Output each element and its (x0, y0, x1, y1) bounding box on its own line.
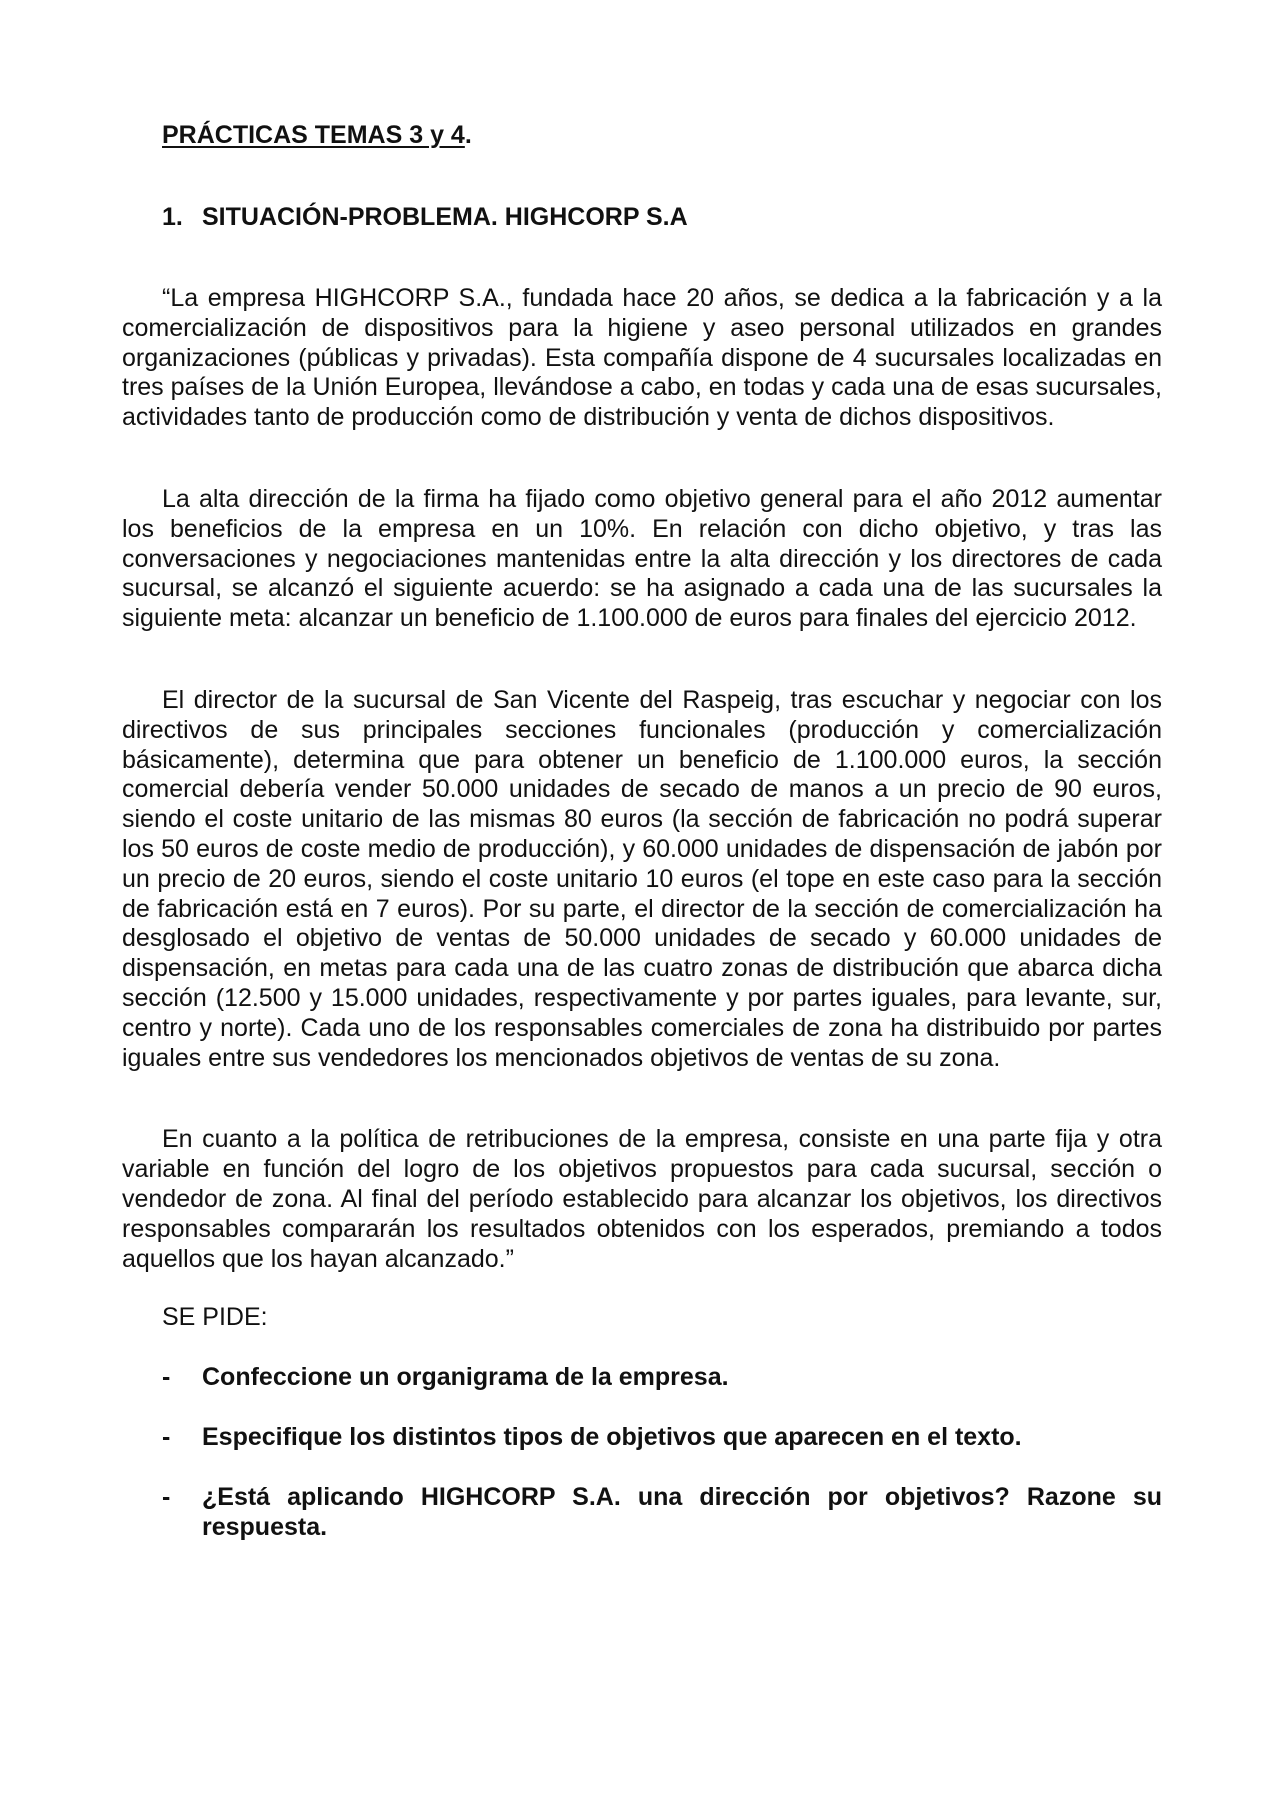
section-heading (122, 202, 1162, 232)
task-bullet: - (162, 1482, 171, 1511)
page-title (122, 120, 1162, 150)
se-pide-label: SE PIDE: (162, 1303, 268, 1332)
task-text: Confeccione un organigrama de la empresa. (202, 1363, 729, 1392)
task-text: ¿Está aplicando HIGHCORP S.A. una dirección por objetivos? Razone su respuesta. (202, 1482, 1162, 1541)
section-number: 1. (162, 203, 183, 231)
task-text: Especifique los distintos tipos de objetivos que aparecen en el texto. (202, 1422, 1022, 1451)
task-item (122, 1483, 1162, 1543)
task-item (122, 1423, 1162, 1453)
page-title-underlined: PRÁCTICAS TEMAS 3 y 4 (162, 121, 465, 149)
paragraph-objectives: La alta dirección de la firma ha fijado como objetivo general para el año 2012 aumentar los beneficios de la empresa en un 10%. En relación con dicho objetivo, y tras las conversaciones y negociaciones mantenidas entre la alta dirección y los directores de cada sucursal, se alcanzó el siguiente acuerdo: se ha asignado a cada una de las sucursales la siguiente meta: alcanzar un beneficio de 1.100.000 de euros para finales del ejercicio 2012. (122, 484, 1162, 633)
paragraph-branch-director: El director de la sucursal de San Vicente del Raspeig, tras escuchar y negociar con los directivos de sus principales secciones funcionales (producción y comercialización básicamente), determina que para obtener un beneficio de 1.100.000 euros, la sección comercial debería vender 50.000 unidades de secado de manos a un precio de 90 euros, siendo el coste unitario de las mismas 80 euros (la sección de fabricación no podrá superar los 50 euros de coste medio de producción), y 60.000 unidades de dispensación de jabón por un precio de 20 euros, siendo el coste unitario 10 euros (el tope en este caso para la sección de fabricación está en 7 euros). Por su parte, el director de la sección de comercialización ha desglosado el objetivo de ventas de 50.000 unidades de secado y 60.000 unidades de dispensación, en metas para cada una de las cuatro zonas de distribución que abarca dicha sección (12.500 y 15.000 unidades, respectivamente y por partes iguales, para levante, sur, centro y norte). Cada uno de los responsables comerciales de zona ha distribuido por partes iguales entre sus vendedores los mencionados objetivos de ventas de su zona. (122, 685, 1162, 1072)
task-item (122, 1363, 1162, 1393)
section-title: SITUACIÓN-PROBLEMA. HIGHCORP S.A (202, 203, 688, 231)
page-title-suffix: . (464, 121, 472, 149)
task-bullet: - (162, 1363, 171, 1392)
paragraph-intro: “La empresa HIGHCORP S.A., fundada hace 20 años, se dedica a la fabricación y a la comercialización de dispositivos para la higiene y aseo personal utilizados en grandes organizaciones (públicas y privadas). Esta compañía dispone de 4 sucursales localizadas en tres países de la Unión Europea, llevándose a cabo, en todas y cada una de esas sucursales, actividades tanto de producción como de distribución y venta de dichos dispositivos. (122, 284, 1162, 432)
task-bullet: - (162, 1422, 171, 1451)
document-body (122, 120, 1162, 1542)
paragraph-retribution: En cuanto a la política de retribuciones de la empresa, consiste en una parte fija y otra variable en función del logro de los objetivos propuestos para cada sucursal, sección o vendedor de zona. Al final del período establecido para alcanzar los objetivos, los directivos responsables compararán los resultados obtenidos con los esperados, premiando a todos aquellos que los hayan alcanzado.” (122, 1125, 1162, 1273)
